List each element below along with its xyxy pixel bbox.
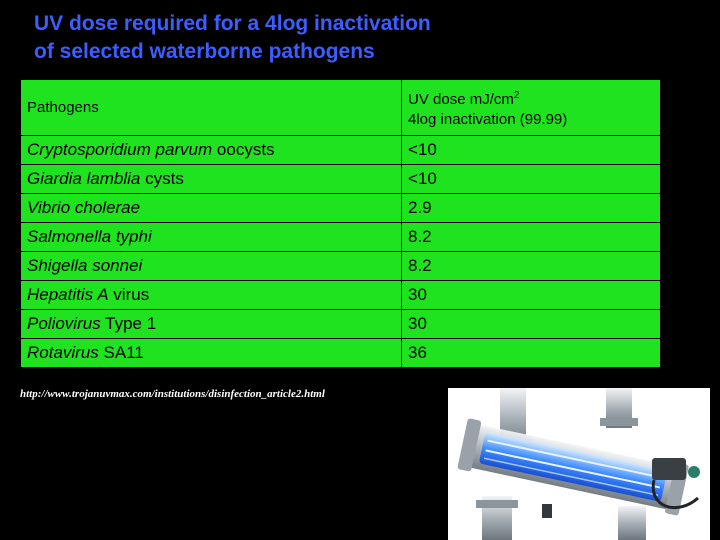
pathogen-cell	[21, 310, 402, 339]
pathogen-suffix: Type 1	[100, 314, 157, 333]
pathogen-name: Giardia lamblia	[27, 169, 141, 188]
dose-cell: 8.2	[402, 252, 661, 281]
header-uv-dose	[402, 80, 661, 136]
pathogen-cell	[21, 281, 402, 310]
pathogen-cell	[21, 165, 402, 194]
control-box	[652, 458, 686, 480]
header-dose-line-1: UV dose mJ/cm	[408, 90, 514, 108]
pathogen-name: Cryptosporidium parvum	[27, 140, 213, 159]
table-row	[21, 252, 661, 281]
dose-cell: 36	[402, 339, 661, 368]
pathogen-name: Hepatitis A	[27, 285, 109, 304]
table-row	[21, 136, 661, 165]
dose-cell: 30	[402, 281, 661, 310]
uv-reactor-illustration	[448, 388, 710, 540]
header-dose-line-2: 4log inactivation (99.99)	[408, 110, 568, 128]
source-url[interactable]: http://www.trojanuvmax.com/institutions/disinfection_article2.html	[20, 388, 325, 400]
support-pipe	[618, 506, 646, 540]
pathogen-cell	[21, 252, 402, 281]
dose-cell: 2.9	[402, 194, 661, 223]
dose-cell: 8.2	[402, 223, 661, 252]
table-row	[21, 310, 661, 339]
pathogen-cell	[21, 136, 402, 165]
table-row	[21, 281, 661, 310]
pathogen-suffix: SA11	[98, 343, 144, 362]
title-line-2: of selected waterborne pathogens	[34, 40, 375, 63]
table-row	[21, 223, 661, 252]
slide-title	[34, 10, 694, 66]
header-pathogens: Pathogens	[21, 80, 402, 136]
pathogen-uv-dose-table	[20, 79, 661, 368]
pathogen-name: Shigella sonnei	[27, 256, 143, 275]
title-line-1: UV dose required for a 4log inactivation	[34, 12, 431, 35]
table-row	[21, 339, 661, 368]
table-row	[21, 194, 661, 223]
table-row	[21, 165, 661, 194]
pathogen-name: Vibrio cholerae	[27, 198, 141, 217]
dose-cell: 30	[402, 310, 661, 339]
header-dose-superscript: 2	[513, 89, 520, 101]
sensor-cap	[688, 466, 700, 478]
pathogen-cell	[21, 339, 402, 368]
pathogen-name: Rotavirus	[27, 343, 99, 362]
table-header-row	[21, 80, 661, 136]
pathogen-suffix: cysts	[140, 169, 184, 188]
pathogen-name: Salmonella typhi	[27, 227, 152, 246]
pathogen-cell	[21, 223, 402, 252]
dose-cell: <10	[402, 136, 661, 165]
pathogen-cell	[21, 194, 402, 223]
uv-reactor-image	[448, 388, 710, 540]
pathogen-suffix: oocysts	[212, 140, 275, 159]
dose-cell: <10	[402, 165, 661, 194]
pathogen-name: Poliovirus	[27, 314, 101, 333]
pathogen-suffix: virus	[108, 285, 150, 304]
